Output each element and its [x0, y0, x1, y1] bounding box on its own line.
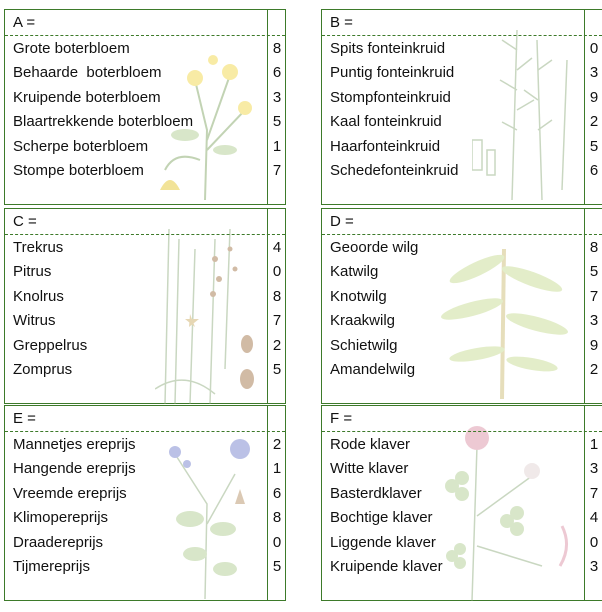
box-f [321, 405, 602, 601]
list-item [322, 60, 602, 84]
species-number: 7 [272, 312, 282, 330]
list-item [322, 357, 602, 381]
species-number: 3 [589, 557, 599, 575]
species-name: Bochtige klaver [330, 509, 433, 527]
species-name: Schedefonteinkruid [330, 161, 459, 179]
species-number: 1 [272, 137, 282, 155]
species-number: 8 [589, 239, 599, 256]
box-b [321, 9, 602, 205]
species-number: 3 [589, 64, 599, 82]
box-c [4, 208, 286, 404]
list-item [322, 235, 602, 259]
species-number: 7 [272, 161, 282, 179]
list-item [5, 333, 285, 357]
list-item [5, 85, 285, 109]
species-name: Zomprus [13, 360, 73, 378]
box-label: E = [13, 410, 36, 427]
list-item [322, 308, 602, 332]
species-name: Basterdklaver [330, 484, 422, 502]
list-item [5, 60, 285, 84]
list-item [322, 432, 602, 456]
box-b-header [322, 10, 602, 36]
box-e [4, 405, 286, 601]
species-number: 0 [589, 533, 599, 551]
species-number: 8 [272, 40, 282, 57]
list-item [322, 259, 602, 283]
list-item [5, 158, 285, 182]
list-item [322, 109, 602, 133]
species-number: 0 [272, 263, 282, 281]
list-item [5, 36, 285, 60]
list-item [5, 109, 285, 133]
species-name: Klimopereprijs [13, 509, 109, 527]
species-number: 4 [589, 509, 599, 527]
box-d [321, 208, 602, 404]
species-number: 5 [272, 113, 282, 131]
box-d-header [322, 209, 602, 235]
species-name: Vreemde ereprijs [13, 484, 127, 502]
species-name: Geoorde wilg [330, 239, 419, 256]
list-item [322, 284, 602, 308]
species-number: 9 [589, 336, 599, 354]
species-name: Kruipende klaver [330, 557, 443, 575]
species-number: 6 [589, 161, 599, 179]
species-name: Stompfonteinkruid [330, 88, 451, 106]
species-name: Knotwilg [330, 287, 387, 305]
list-item [5, 235, 285, 259]
species-number: 1 [272, 460, 282, 478]
list-item [5, 284, 285, 308]
species-number: 8 [272, 509, 282, 527]
species-number: 5 [589, 263, 599, 281]
list-item [322, 505, 602, 529]
species-name: Greppelrus [13, 336, 88, 354]
species-name: Behaarde boterbloem [13, 64, 162, 82]
list-item [322, 85, 602, 109]
species-name: Knolrus [13, 287, 64, 305]
box-label: D = [330, 213, 354, 230]
box-a [4, 9, 286, 205]
box-f-header [322, 406, 602, 432]
box-label: B = [330, 14, 353, 31]
species-name: Trekrus [13, 239, 64, 256]
species-number: 3 [272, 88, 282, 106]
box-label: C = [13, 213, 37, 230]
list-item [322, 530, 602, 554]
species-name: Witte klaver [330, 460, 409, 478]
species-name: Hangende ereprijs [13, 460, 136, 478]
list-item [5, 554, 285, 578]
species-number: 2 [272, 436, 282, 453]
box-label: A = [13, 14, 36, 31]
species-name: Haarfonteinkruid [330, 137, 441, 155]
species-number: 2 [272, 336, 282, 354]
box-a-header [5, 10, 285, 36]
species-name: Kraakwilg [330, 312, 396, 330]
list-item [5, 357, 285, 381]
species-number: 2 [589, 360, 599, 378]
list-item [322, 134, 602, 158]
species-number: 7 [589, 484, 599, 502]
list-item [322, 481, 602, 505]
list-item [5, 530, 285, 554]
species-number: 7 [589, 287, 599, 305]
species-name: Liggende klaver [330, 533, 436, 551]
list-item [5, 432, 285, 456]
species-number: 5 [589, 137, 599, 155]
species-name: Kruipende boterbloem [13, 88, 161, 106]
list-item [322, 554, 602, 578]
species-number: 4 [272, 239, 282, 256]
species-number: 1 [589, 436, 599, 453]
list-item [5, 505, 285, 529]
species-name: Rode klaver [330, 436, 411, 453]
species-name: Witrus [13, 312, 56, 330]
list-item [5, 134, 285, 158]
species-name: Scherpe boterbloem [13, 137, 149, 155]
species-name: Tijmereprijs [13, 557, 90, 575]
species-name: Grote boterbloem [13, 40, 130, 57]
species-number: 9 [589, 88, 599, 106]
box-c-header [5, 209, 285, 235]
species-number: 6 [272, 484, 282, 502]
species-name: Kaal fonteinkruid [330, 113, 442, 131]
species-number: 8 [272, 287, 282, 305]
list-item [322, 333, 602, 357]
list-item [322, 158, 602, 182]
box-e-header [5, 406, 285, 432]
species-name: Draadereprijs [13, 533, 104, 551]
species-name: Schietwilg [330, 336, 398, 354]
list-item [322, 36, 602, 60]
species-number: 0 [589, 40, 599, 57]
species-name: Mannetjes ereprijs [13, 436, 136, 453]
list-item [5, 481, 285, 505]
species-number: 5 [272, 360, 282, 378]
species-number: 2 [589, 113, 599, 131]
species-name: Blaartrekkende boterbloem [13, 113, 194, 131]
species-name: Amandelwilg [330, 360, 416, 378]
list-item [5, 456, 285, 480]
species-number: 3 [589, 312, 599, 330]
species-name: Stompe boterbloem [13, 161, 144, 179]
species-name: Pitrus [13, 263, 52, 281]
species-name: Spits fonteinkruid [330, 40, 446, 57]
list-item [5, 308, 285, 332]
species-name: Katwilg [330, 263, 379, 281]
species-number: 3 [589, 460, 599, 478]
species-number: 6 [272, 64, 282, 82]
species-name: Puntig fonteinkruid [330, 64, 455, 82]
list-item [5, 259, 285, 283]
list-item [322, 456, 602, 480]
species-number: 5 [272, 557, 282, 575]
species-number: 0 [272, 533, 282, 551]
box-label: F = [330, 410, 353, 427]
